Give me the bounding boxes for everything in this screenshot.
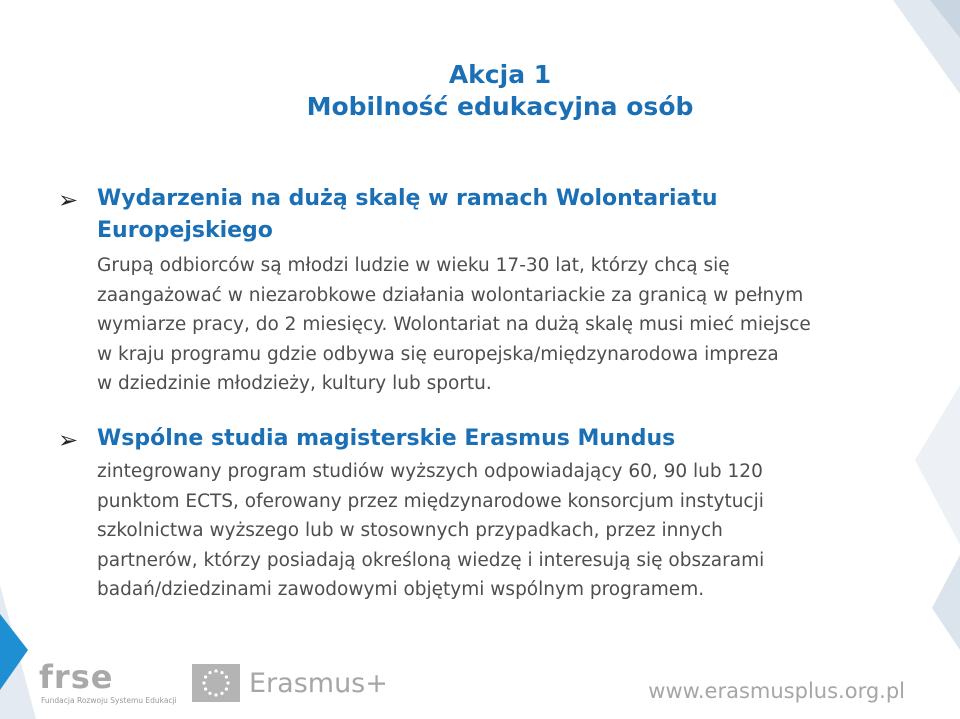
section-1-line-3: wymiarze pracy, do 2 miesięcy. Wolontariat na dużą skalę musi mieć miejsce <box>97 314 811 335</box>
eu-stars <box>192 664 240 702</box>
decor-top-right-dark <box>930 0 960 38</box>
section-1-line-4: w kraju programu gdzie odbywa się europejska/międzynarodowa impreza <box>97 343 779 365</box>
section-2-line-2: punktom ECTS, oferowany przez międzynarodowe konsorcjum instytucji <box>97 490 764 512</box>
section-1-line-5: w dziedzinie młodzieży, kultury lub sportu. <box>97 373 492 394</box>
eu-star <box>226 681 229 684</box>
arrowhead-bullet-icon: ➢ <box>58 186 79 214</box>
eu-star <box>225 675 228 678</box>
website-url: www.erasmusplus.org.pl <box>648 679 905 703</box>
decor-right-light <box>915 385 960 545</box>
decor-left-light <box>0 585 36 719</box>
decor-right-mid <box>932 555 960 650</box>
section-1-line-2: zaangażować w niezarobkowe działania wolontariackie za granicą w pełnym <box>97 284 804 306</box>
eu-star <box>202 681 205 684</box>
section-1-heading <box>97 183 887 247</box>
section-2-line-1: zintegrowany program studiów wyższych odpowiadający 60, 90 lub 120 <box>97 461 763 482</box>
section-2-heading: Wspólne studia magisterskie Erasmus Mundus <box>97 426 676 451</box>
eu-star <box>204 687 207 690</box>
eu-star <box>214 693 217 696</box>
section-2-body <box>97 457 897 605</box>
title-line-2: Mobilność edukacyjna osób <box>306 92 694 121</box>
eu-star <box>208 692 211 695</box>
frse-logo-text: frse <box>39 658 114 696</box>
section-2-line-4: partnerów, którzy posiadają określoną wiedzę i interesują się obszarami <box>97 549 765 571</box>
frse-logo-subtitle: Fundacja Rozwoju Systemu Edukacji <box>41 696 177 705</box>
frse-logo <box>36 658 177 708</box>
section-1-line-1: Grupą odbiorców są młodzi ludzie w wieku 17-30 lat, którzy chcą się <box>97 255 730 276</box>
title-line-1: Akcja 1 <box>448 60 552 89</box>
arrowhead-bullet-icon: ➢ <box>58 426 79 454</box>
section-2-line-3: szkolnictwa wyższego lub w stosownych przypadkach, przez innych <box>97 520 723 541</box>
eu-star <box>225 687 228 690</box>
decor-left-blue <box>0 614 28 690</box>
erasmus-plus-logo: Erasmus+ <box>249 668 388 699</box>
section-1-heading-line-1: Wydarzenia na dużą skalę w ramach Wolontariatu <box>97 186 718 211</box>
eu-star <box>220 692 223 695</box>
section-1-body <box>97 251 897 399</box>
eu-star <box>208 671 211 674</box>
eu-flag-icon <box>192 664 240 702</box>
section-1-heading-line-2: Europejskiego <box>97 218 273 243</box>
eu-star <box>204 675 207 678</box>
eu-star <box>220 671 223 674</box>
section-2-line-5: badań/dziedzinami zawodowymi objętymi wspólnym programem. <box>97 579 705 600</box>
eu-star <box>214 669 217 672</box>
